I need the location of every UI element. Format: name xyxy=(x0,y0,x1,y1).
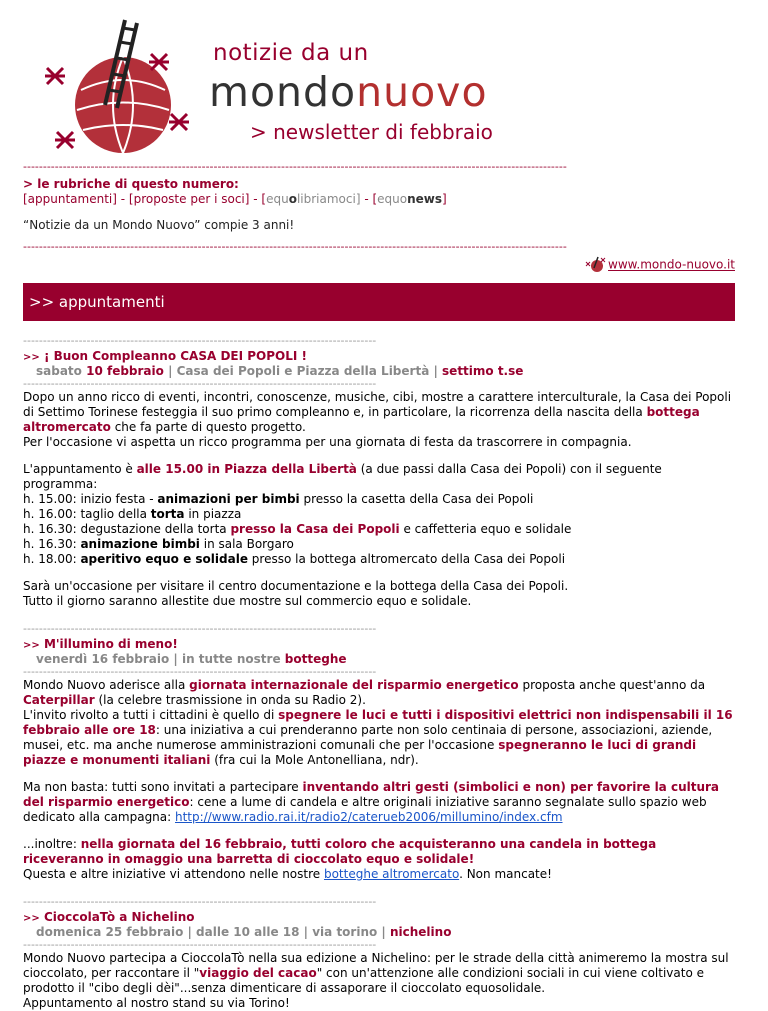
schedule-item xyxy=(23,492,735,507)
mini-globe-icon xyxy=(584,256,606,274)
t: spegnere le luci e tutti i dispositivi elettrici non indispensabili il 16 febbraio alle ore 18 xyxy=(23,708,733,737)
t: alle 15.00 in Piazza della Libertà xyxy=(136,462,357,476)
paragraph: Tutto il giorno saranno allestite due mostre sul commercio equo e solidale. xyxy=(23,594,472,608)
t: (fra cui la Mole Antonelliana, ndr). xyxy=(210,753,419,767)
t: che fa parte di questo progetto. xyxy=(110,420,306,434)
part: o xyxy=(288,192,297,206)
t: (a due passi dalla Casa dei Popoli) con il seguente programma: xyxy=(23,462,662,491)
sep: - xyxy=(116,192,129,206)
link-equolibriamoci[interactable] xyxy=(261,192,360,206)
m: | Casa dei Popoli e Piazza della Libertà | xyxy=(163,364,443,378)
brand-tagline: notizie da un xyxy=(213,40,369,66)
t: L'invito rivolto a tutti i cittadini è quello di xyxy=(23,708,279,722)
event-title xyxy=(23,637,735,651)
brand-name xyxy=(209,68,488,116)
divider: ----------------------------------------------------------------------------------------------------------------------------------------- xyxy=(23,240,567,253)
t: ...inoltre: xyxy=(23,837,81,851)
website-link[interactable]: www.mondo-nuovo.it xyxy=(608,257,735,272)
t: h. 16.00: taglio della xyxy=(23,507,151,521)
paragraph xyxy=(23,462,735,492)
divider: ----------------------------------------------------------------------------------------------------------------------------------------- xyxy=(23,160,567,173)
divider: ----------------------------------------------------------------------------------------- xyxy=(23,666,377,678)
t: h. 16.30: degustazione della torta xyxy=(23,522,231,536)
t: animazione bimbi xyxy=(80,537,200,551)
part: libriamoci] xyxy=(296,192,361,206)
rubriche-links xyxy=(23,192,735,206)
newsletter-month: > newsletter di febbraio xyxy=(250,120,493,144)
t: in piazza xyxy=(184,507,242,521)
arrow: >> xyxy=(23,352,40,363)
t: Mondo Nuovo aderisce alla xyxy=(23,678,190,692)
event-title xyxy=(23,349,735,363)
botteghe-link[interactable]: botteghe altromercato xyxy=(323,867,460,881)
t: torta xyxy=(150,507,185,521)
t: Mondo Nuovo partecipa a CioccolaTò nella sua edizione a Nichelino: per le strade della città animeremo la mostra sul cioccolato, per raccontare il " xyxy=(23,951,729,980)
t: h. 18.00: xyxy=(23,552,81,566)
sep: - xyxy=(360,192,373,206)
link-equonews[interactable] xyxy=(372,192,446,206)
divider: ----------------------------------------------------------------------------------------- xyxy=(23,939,377,951)
t: proposta anche quest'anno da xyxy=(518,678,706,692)
m: sabato xyxy=(36,364,87,378)
event-meta xyxy=(36,925,735,939)
t: L'appuntamento è xyxy=(23,462,137,476)
m: nichelino xyxy=(389,925,452,939)
t: viaggio del cacao xyxy=(199,966,317,980)
t: h. 16.30: xyxy=(23,537,81,551)
t: inventando altri gesti (simbolici e non) per favorire la cultura del risparmio energetico xyxy=(23,780,720,809)
event-title xyxy=(23,910,735,924)
anniversary-note: “Notizie da un Mondo Nuovo” compie 3 anni! xyxy=(23,218,295,232)
t: : cene a lume di candela e altre originali iniziative saranno segnalate sullo spazio web dedicato alla campagna: xyxy=(23,795,707,824)
t: animazioni per bimbi xyxy=(157,492,300,506)
t: e caffetteria equo e solidale xyxy=(399,522,572,536)
event-meta xyxy=(36,364,735,378)
section-band-appuntamenti: >> appuntamenti xyxy=(23,283,735,321)
t: presso la Casa dei Popoli xyxy=(230,522,400,536)
t: Dopo un anno ricco di eventi, incontri, conoscenze, musiche, cibi, mostre a carattere interculturale, la Casa dei Popoli di Settimo Torinese festeggia il suo primo compleanno e, in particolare, la ricorrenza della nascita della xyxy=(23,390,732,419)
t: bottega altromercato xyxy=(23,405,700,434)
t: h. 15.00: inizio festa - xyxy=(23,492,158,506)
title-text: M'illumino di meno! xyxy=(39,637,178,651)
schedule-item xyxy=(23,537,735,552)
t: " con un'attenzione alle condizioni sociali in cui viene coltivato e prodotto il "cibo degli dèi"...senza dimenticare di assaporare il cioccolato equosolidale. xyxy=(23,966,704,995)
paragraph: Appuntamento al nostro stand su via Torino! xyxy=(23,996,290,1010)
bracket: [ xyxy=(261,192,267,206)
paragraph xyxy=(23,708,735,768)
newsletter xyxy=(23,0,735,1011)
t: giornata internazionale del risparmio energetico xyxy=(189,678,519,692)
divider: ----------------------------------------------------------------------------------------- xyxy=(23,335,377,347)
paragraph xyxy=(23,780,735,825)
t: : una iniziativa a cui prenderanno parte non solo centinaia di persone, associazioni, aziende, musei, etc. ma anche numerose amministrazioni comunali che per l'occasione xyxy=(23,723,713,752)
arrow: >> xyxy=(23,913,40,924)
divider: ----------------------------------------------------------------------------------------- xyxy=(23,896,377,908)
arrow: >> xyxy=(23,640,40,651)
t: Ma non basta: tutti sono invitati a partecipare xyxy=(23,780,303,794)
t: nella giornata del 16 febbraio, tutti coloro che acquisteranno una candela in bottega riceveranno in omaggio una barretta di cioccolato equo e solidale! xyxy=(23,837,657,866)
divider: ----------------------------------------------------------------------------------------- xyxy=(23,378,377,390)
t: Questa e altre iniziative vi attendono nelle nostre xyxy=(23,867,324,881)
paragraph: Sarà un'occasione per visitare il centro documentazione e la bottega della Casa dei Popoli. xyxy=(23,579,569,593)
t: aperitivo equo e solidale xyxy=(80,552,248,566)
t: (la celebre trasmissione in onda su Radio 2). xyxy=(94,693,366,707)
divider: ----------------------------------------------------------------------------------------- xyxy=(23,623,377,635)
title-text: CioccolaTò a Nichelino xyxy=(39,910,195,924)
t: presso la bottega altromercato della Casa dei Popoli xyxy=(247,552,566,566)
event-meta xyxy=(36,652,735,666)
m: domenica 25 febbraio | dalle 10 alle 18 | via torino | xyxy=(36,925,390,939)
t: spegneranno le luci di grandi piazze e monumenti italiani xyxy=(23,738,697,767)
schedule-item xyxy=(23,507,735,522)
schedule-item xyxy=(23,552,735,567)
site-link-row xyxy=(23,256,735,278)
m: venerdì 16 febbraio | in tutte nostre xyxy=(36,652,285,666)
paragraph xyxy=(23,867,735,882)
m: botteghe xyxy=(284,652,347,666)
t: in sala Borgaro xyxy=(199,537,294,551)
paragraph xyxy=(23,951,735,996)
schedule-item xyxy=(23,522,735,537)
link-appuntamenti[interactable]: [appuntamenti] xyxy=(23,192,117,206)
t: . Non mancate! xyxy=(459,867,552,881)
paragraph: Per l'occasione vi aspetta un ricco programma per una giornata di festa da trascorrere in compagnia. xyxy=(23,435,632,449)
event-millumino xyxy=(23,623,735,882)
m: 10 febbraio xyxy=(86,364,164,378)
brand-name-part1: mondo xyxy=(209,68,357,116)
newsletter-header xyxy=(23,0,735,160)
t: Caterpillar xyxy=(23,693,95,707)
bracket: [ xyxy=(372,192,378,206)
part: news xyxy=(407,192,443,206)
t: presso la casetta della Casa dei Popoli xyxy=(299,492,534,506)
part: equo xyxy=(377,192,408,206)
paragraph xyxy=(23,390,735,435)
link-proposte-soci[interactable]: [proposte per i soci] xyxy=(128,192,250,206)
bracket: ] xyxy=(442,192,447,206)
brand-name-part2: nuovo xyxy=(356,68,488,116)
rubriche-title: > le rubriche di questo numero: xyxy=(23,177,239,191)
event-compleanno xyxy=(23,335,735,609)
part: equ xyxy=(266,192,289,206)
sep: - xyxy=(249,192,262,206)
m: settimo t.se xyxy=(442,364,524,378)
paragraph xyxy=(23,837,735,867)
paragraph xyxy=(23,678,735,708)
globe-ladder-logo-icon xyxy=(33,10,208,158)
campaign-link[interactable]: http://www.radio.rai.it/radio2/caterueb2006/millumino/index.cfm xyxy=(175,810,563,824)
title-text: ¡ Buon Compleanno CASA DEI POPOLI ! xyxy=(39,349,308,363)
